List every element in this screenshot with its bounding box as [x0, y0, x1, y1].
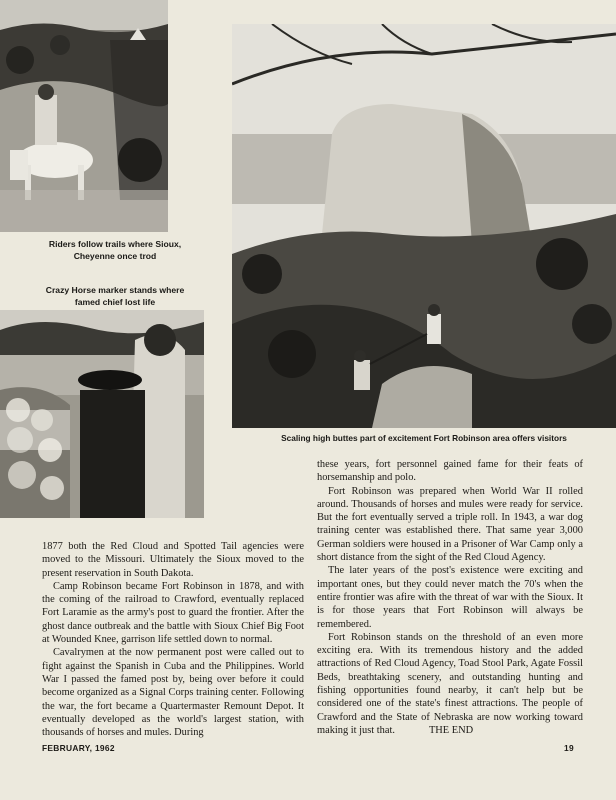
- paragraph: Fort Robinson was prepared when World War II rolled around. Thousands of horses and mules were ready for service. But the fort eventually served a triple roll. In 1943, a war dog training center was established there. That same year 3,000 German soldiers were housed in a Prisoner of War Camp only a short distance from the sight of the Red Cloud Agency.: [317, 485, 583, 564]
- caption-scaling-buttes: Scaling high buttes part of excitement Fort Robinson area offers visitors: [281, 433, 567, 443]
- paragraph: The later years of the post's existence were exciting and important ones, but they could never match the 70's when the entire frontier was afire with the threat of war with the Sioux. It is for those years that Fort Robinson will always be remembered.: [317, 565, 583, 630]
- caption-crazy-horse-marker: Crazy Horse marker stands where famed chief lost life: [45, 285, 185, 307]
- photo-scaling-butte: [232, 24, 616, 428]
- paragraph: these years, fort personnel gained fame for their feats of horsemanship and polo.: [317, 459, 583, 484]
- paragraph-final: [317, 631, 583, 737]
- page-number: 19: [564, 743, 574, 753]
- paragraph: 1877 both the Red Cloud and Spotted Tail agencies were moved to the Missouri. Ultimately the Sioux moved to the present reservation in South Dakota.: [42, 541, 304, 579]
- caption-riders: Riders follow trails where Sioux, Cheyenne once trod: [48, 239, 182, 261]
- paragraph: Camp Robinson became Fort Robinson in 1878, and with the coming of the railroad to Crawford, eventually replaced Fort Laramie as the army's post to guard the frontier. After the ghost dance outbreak and the battle with Sioux Chief Big Foot at Wounded Knee, garrison life settled down to normal.: [42, 580, 304, 646]
- photo-riders-on-horseback: [0, 0, 168, 232]
- paragraph-text: Fort Robinson stands on the threshold of an even more exciting era. With its tremendous history and the added attractions of Red Cloud Agency, Toad Stool Park, Agate Fossil Beds, breathtaking scenery, and outstanding hunting and fishing opportunities found nearby, it can't help but be considered one of the state's finest attractions. The people of Crawford and the State of Nebraska are now working toward making it just that.: [317, 631, 583, 736]
- article-column-right: [317, 458, 583, 737]
- footer-issue-date: FEBRUARY, 1962: [42, 743, 115, 753]
- photo-crazy-horse-marker: [0, 310, 204, 518]
- article-column-left: [42, 540, 304, 739]
- paragraph: Cavalrymen at the now permanent post were called out to fight against the Spanish in Cuba and the Philippines. World War I passed the famed post by, being over before it could become organized as a Signal Corps training center. Following the war, the fort became a Quartermaster Remount Depot. It eventually developed as the world's largest station, with thousands of horses and mules. During: [42, 647, 304, 739]
- the-end-mark: THE END: [428, 724, 474, 736]
